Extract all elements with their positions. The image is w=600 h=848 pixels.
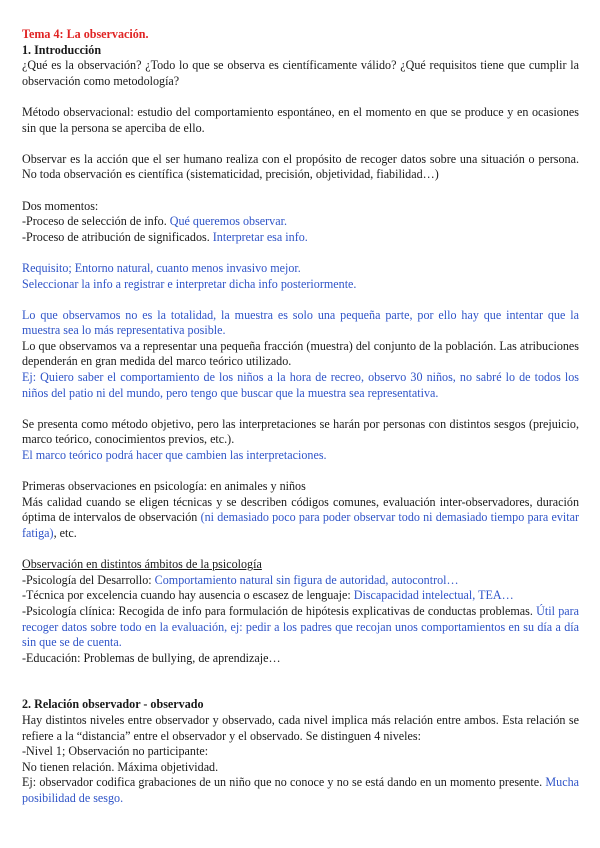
marco-note: El marco teórico podrá hacer que cambien las interpretaciones. [22, 448, 327, 463]
nivel-1-desc: No tienen relación. Máxima objetividad. [22, 759, 219, 774]
section-1-heading: 1. Introducción [22, 42, 102, 57]
momento-1-note: Qué queremos observar. [169, 214, 287, 229]
relacion-paragraph: Hay distintos niveles entre observador y observado, cada nivel implica más relación entre ambos. Esta relación se refiere a la “distancia” entre el observador y el observado. Se distinguen 4 niveles: [22, 712, 579, 743]
momento-2: -Proceso de atribución de significados. Interpretar esa info. [22, 229, 308, 244]
ambito-educacion: -Educación: Problemas de bullying, de aprendizaje… [22, 650, 281, 665]
document-page [22, 27, 579, 807]
metodo-paragraph: Método observacional: estudio del comportamiento espontáneo, en el momento en que se produce y en ocasiones sin que la persona se aperciba de ello. [22, 104, 579, 135]
ambito-clinica-note: Útil para recoger datos sobre todo en la evaluación, ej: pedir a los padres que recojan unos comportamientos en su día a día sin que se de cuenta. [22, 603, 580, 650]
calidad-note: (ni demasiado poco para poder observar todo ni demasiado tiempo para evitar fatiga) [22, 510, 579, 540]
intro-questions: ¿Qué es la observación? ¿Todo lo que se observa es científicamente válido? ¿Qué requisitos tiene que cumplir la observación como metodología? [22, 58, 579, 88]
objetivo-paragraph: Se presenta como método objetivo, pero las interpretaciones se harán por personas con distintos sesgos (prejuicio, marco teórico, conocimientos previos, etc.). [22, 416, 579, 447]
momento-2-note: Interpretar esa info. [212, 229, 308, 244]
ambitos-heading: Observación en distintos ámbitos de la psicología [22, 557, 262, 572]
momentos-label: Dos momentos: [22, 198, 99, 213]
requisito-line: Requisito; Entorno natural, cuanto menos invasivo mejor. [22, 260, 301, 275]
section-2-heading: 2. Relación observador - observado [22, 697, 204, 712]
nivel-1-note: Mucha posibilidad de sesgo. [22, 775, 579, 805]
muestra-note: Lo que observamos no es la totalidad, la muestra es solo una pequeña parte, por ello hay que intentar que la muestra sea lo más representativa posible. [22, 307, 579, 338]
observar-paragraph: Observar es la acción que el ser humano realiza con el propósito de recoger datos sobre una situación o persona. No toda observación es científica (sistematicidad, precisión, objetividad, fiabilidad…) [22, 151, 579, 182]
ambito-desarrollo: -Psicología del Desarrollo: Comportamiento natural sin figura de autoridad, autocontrol… [22, 572, 459, 587]
seleccionar-line: Seleccionar la info a registrar e interpretar dicha info posteriormente. [22, 276, 357, 291]
ambito-desarrollo-note: Comportamiento natural sin figura de autoridad, autocontrol… [154, 572, 459, 587]
muestra-paragraph: Lo que observamos va a representar una pequeña fracción (muestra) del conjunto de la población. Las atribuciones dependerán en gran medida del marco teórico utilizado. [22, 338, 579, 369]
ejemplo-paragraph: Ej: Quiero saber el comportamiento de los niños a la hora de recreo, observo 30 niños, no sabré lo de todos los niños del patio ni del mundo, pero tengo que buscar que la muestra sea representativa. [22, 370, 579, 400]
document-title: Tema 4: La observación. [22, 27, 149, 41]
momento-1: -Proceso de selección de info. Qué queremos observar. [22, 214, 287, 229]
ambito-lenguaje: -Técnica por excelencia cuando hay ausencia o escasez de lenguaje: Discapacidad intelectual, TEA… [22, 588, 514, 603]
nivel-1-title: -Nivel 1; Observación no participante: [22, 744, 209, 759]
primeras-line: Primeras observaciones en psicología: en animales y niños [22, 479, 306, 494]
nivel-1-example: Ej: observador codifica grabaciones de un niño que no conoce y no se está dando en un momento presente. Mucha posibilidad de sesgo. [22, 775, 579, 805]
ambito-clinica: -Psicología clínica: Recogida de info para formulación de hipótesis explicativas de conductas problemas. Útil para recoger datos sobre todo en la evaluación, ej: pedir a los padres que recojan unos comportamientos en su día a día sin que se de cuenta. [22, 603, 580, 650]
ambito-lenguaje-note: Discapacidad intelectual, TEA… [353, 588, 514, 603]
calidad-paragraph: Más calidad cuando se eligen técnicas y se describen códigos comunes, evaluación inter-observadores, duración óptima de intervalos de observación (ni demasiado poco para poder observar todo ni demasiado tiempo para evitar fatiga), etc. [22, 494, 579, 540]
